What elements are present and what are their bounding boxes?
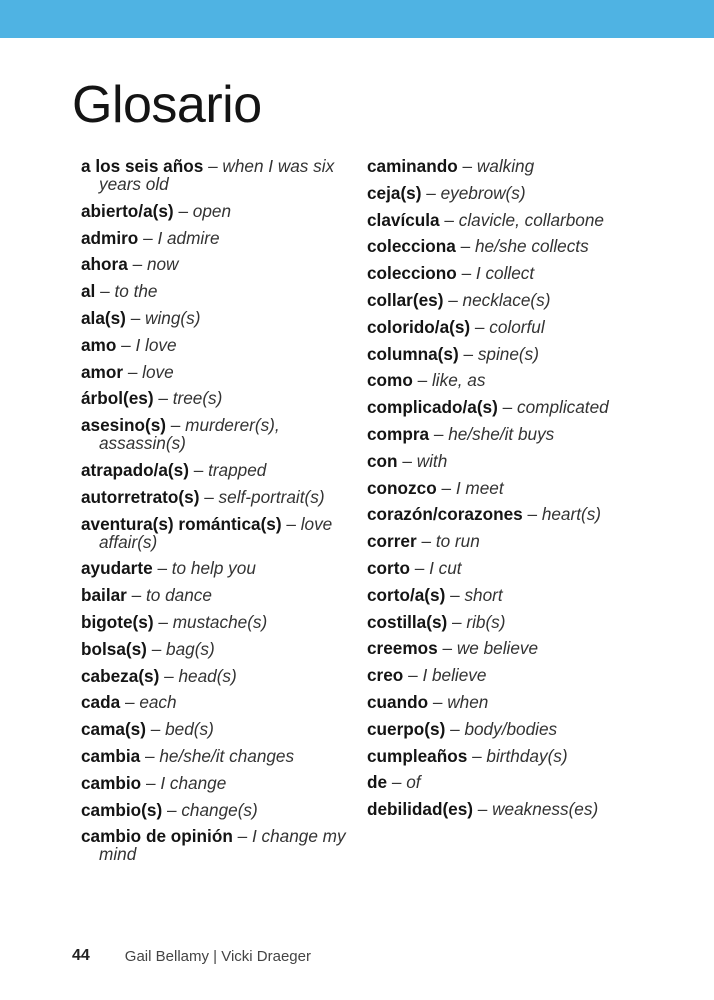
glossary-term: cambia bbox=[81, 745, 141, 766]
entry-separator: – bbox=[151, 638, 162, 659]
glossary-term: corto/a(s) bbox=[367, 584, 446, 605]
entry-separator: – bbox=[477, 799, 488, 820]
glossary-column-right bbox=[367, 157, 657, 827]
entry-separator: – bbox=[100, 281, 110, 302]
glossary-definition: I believe bbox=[422, 665, 487, 686]
glossary-entry bbox=[81, 309, 351, 327]
glossary-definition: when I was six years old bbox=[99, 156, 335, 194]
glossary-definition: to run bbox=[435, 531, 480, 552]
glossary-entry bbox=[81, 720, 351, 738]
glossary-definition: to dance bbox=[145, 585, 212, 606]
entry-separator: – bbox=[150, 719, 161, 740]
glossary-entry bbox=[367, 452, 657, 470]
glossary-term: cabeza(s) bbox=[81, 665, 160, 686]
glossary-term: creemos bbox=[367, 638, 438, 659]
glossary-definition: love bbox=[142, 361, 174, 382]
entry-separator: – bbox=[472, 745, 482, 766]
glossary-term: cuerpo(s) bbox=[367, 718, 446, 739]
entry-separator: – bbox=[426, 182, 436, 203]
glossary-definition: I change my mind bbox=[99, 826, 346, 865]
glossary-entry bbox=[367, 505, 657, 523]
page-title: Glosario bbox=[72, 76, 262, 134]
glossary-term: cuando bbox=[367, 691, 429, 712]
glossary-entry bbox=[367, 345, 657, 363]
glossary-entry bbox=[367, 291, 657, 309]
glossary-definition: to the bbox=[114, 281, 158, 302]
glossary-term: conozco bbox=[367, 477, 437, 498]
glossary-term: corazón/corazones bbox=[367, 504, 523, 525]
glossary-term: de bbox=[367, 772, 388, 793]
glossary-entry bbox=[81, 640, 351, 658]
entry-separator: – bbox=[460, 236, 471, 257]
glossary-definition: walking bbox=[476, 156, 535, 176]
glossary-term: al bbox=[81, 281, 96, 302]
glossary-definition: colorful bbox=[489, 316, 545, 337]
glossary-entry bbox=[81, 336, 351, 354]
entry-separator: – bbox=[132, 254, 143, 275]
glossary-entry bbox=[367, 666, 657, 684]
glossary-term: ayudarte bbox=[81, 558, 153, 579]
entry-separator: – bbox=[124, 692, 135, 713]
entry-separator: – bbox=[157, 558, 167, 579]
footer-authors: Gail Bellamy | Vicki Draeger bbox=[124, 947, 311, 965]
glossary-term: clavícula bbox=[367, 209, 440, 230]
glossary-term: columna(s) bbox=[367, 343, 459, 364]
glossary-entry bbox=[81, 747, 351, 765]
glossary-entry bbox=[81, 613, 351, 631]
glossary-term: abierto/a(s) bbox=[81, 200, 174, 221]
entry-separator: – bbox=[421, 531, 432, 552]
entry-separator: – bbox=[461, 263, 472, 284]
glossary-term: colorido/a(s) bbox=[367, 316, 471, 337]
glossary-definition: rib(s) bbox=[466, 611, 506, 632]
glossary-definition: body/bodies bbox=[464, 718, 558, 739]
glossary-definition: birthday(s) bbox=[486, 745, 568, 766]
entry-separator: – bbox=[450, 584, 460, 605]
glossary-definition: murderer(s), assassin(s) bbox=[99, 415, 280, 454]
glossary-entry bbox=[367, 479, 657, 497]
glossary-entry bbox=[367, 747, 657, 765]
glossary-definition: bed(s) bbox=[165, 719, 214, 740]
entry-separator: – bbox=[391, 772, 402, 793]
glossary-entry bbox=[367, 532, 657, 550]
glossary-term: cumpleaños bbox=[367, 745, 468, 766]
glossary-entry bbox=[367, 693, 657, 711]
glossary-entry bbox=[81, 693, 351, 711]
glossary-term: ahora bbox=[81, 254, 128, 275]
glossary-entry bbox=[81, 461, 351, 479]
entry-separator: – bbox=[402, 450, 412, 471]
glossary-entry bbox=[81, 389, 351, 407]
glossary-entry bbox=[367, 720, 657, 738]
top-color-band bbox=[0, 0, 714, 38]
glossary-entry bbox=[367, 398, 657, 416]
entry-separator: – bbox=[208, 156, 218, 176]
glossary-entry bbox=[367, 639, 657, 657]
glossary-entry bbox=[81, 488, 351, 506]
glossary-entry bbox=[367, 559, 657, 577]
entry-separator: – bbox=[131, 585, 142, 606]
entry-separator: – bbox=[158, 388, 168, 409]
entry-separator: – bbox=[204, 486, 214, 507]
glossary-term: costilla(s) bbox=[367, 611, 448, 632]
glossary-definition: head(s) bbox=[178, 665, 237, 686]
entry-separator: – bbox=[432, 691, 443, 712]
entry-separator: – bbox=[145, 772, 156, 793]
glossary-entry bbox=[81, 559, 351, 577]
entry-separator: – bbox=[452, 611, 462, 632]
glossary-entry bbox=[81, 827, 351, 863]
glossary-term: creo bbox=[367, 665, 404, 686]
glossary-entry bbox=[367, 425, 657, 443]
glossary-definition: I change bbox=[160, 772, 227, 793]
glossary-entry bbox=[367, 237, 657, 255]
glossary-definition: I collect bbox=[475, 263, 535, 284]
glossary-entry bbox=[367, 211, 657, 229]
glossary-entry bbox=[367, 586, 657, 604]
glossary-term: compra bbox=[367, 423, 430, 444]
entry-separator: – bbox=[121, 334, 131, 355]
entry-separator: – bbox=[145, 745, 155, 766]
glossary-entry bbox=[81, 282, 351, 300]
glossary-term: ceja(s) bbox=[367, 182, 422, 203]
glossary-term: corto bbox=[367, 557, 410, 578]
glossary-term: como bbox=[367, 370, 413, 391]
entry-separator: – bbox=[143, 227, 153, 248]
glossary-definition: when bbox=[447, 691, 489, 712]
page-number: 44 bbox=[72, 947, 90, 964]
glossary-definition: I cut bbox=[429, 557, 462, 578]
glossary-definition: clavicle, collarbone bbox=[458, 209, 604, 230]
glossary-term: cambio bbox=[81, 772, 142, 793]
glossary-term: debilidad(es) bbox=[367, 799, 474, 820]
glossary-definition: he/she collects bbox=[474, 236, 589, 257]
glossary-entry bbox=[367, 264, 657, 282]
entry-separator: – bbox=[127, 361, 138, 382]
entry-separator: – bbox=[158, 611, 168, 632]
glossary-definition: each bbox=[139, 692, 177, 713]
glossary-definition: now bbox=[146, 254, 179, 275]
entry-separator: – bbox=[527, 504, 538, 525]
glossary-entry bbox=[367, 184, 657, 202]
glossary-definition: we believe bbox=[456, 638, 539, 659]
glossary-entry bbox=[81, 801, 351, 819]
glossary-definition: eyebrow(s) bbox=[440, 182, 526, 203]
glossary-definition: mustache(s) bbox=[172, 611, 268, 632]
entry-separator: – bbox=[193, 459, 204, 480]
glossary-term: ala(s) bbox=[81, 307, 126, 328]
glossary-term: admiro bbox=[81, 227, 139, 248]
glossary-term: cambio(s) bbox=[81, 799, 163, 820]
entry-separator: – bbox=[286, 513, 296, 534]
glossary-entry bbox=[367, 800, 657, 818]
entry-separator: – bbox=[450, 718, 460, 739]
entry-separator: – bbox=[417, 370, 428, 391]
entry-separator: – bbox=[462, 156, 473, 176]
glossary-definition: like, as bbox=[431, 370, 486, 391]
glossary-definition: heart(s) bbox=[541, 504, 602, 525]
glossary-definition: wing(s) bbox=[145, 307, 201, 328]
entry-separator: – bbox=[164, 665, 174, 686]
glossary-definition: trapped bbox=[208, 459, 267, 480]
entry-separator: – bbox=[444, 209, 454, 230]
glossary-entry bbox=[81, 157, 351, 193]
entry-separator: – bbox=[414, 557, 425, 578]
glossary-entry bbox=[81, 416, 351, 452]
glossary-entry bbox=[367, 157, 657, 175]
entry-separator: – bbox=[130, 307, 141, 328]
entry-separator: – bbox=[441, 477, 452, 498]
glossary-term: caminando bbox=[367, 156, 458, 176]
entry-separator: – bbox=[502, 397, 513, 418]
entry-separator: – bbox=[474, 316, 485, 337]
entry-separator: – bbox=[170, 415, 181, 436]
glossary-definition: of bbox=[406, 772, 421, 793]
glossary-entry bbox=[81, 774, 351, 792]
glossary-entry bbox=[81, 667, 351, 685]
glossary-term: asesino(s) bbox=[81, 415, 167, 436]
glossary-term: bailar bbox=[81, 585, 127, 606]
entry-separator: – bbox=[442, 638, 453, 659]
glossary-term: cambio de opinión bbox=[81, 826, 233, 847]
glossary-term: colecciona bbox=[367, 236, 456, 257]
glossary-term: bolsa(s) bbox=[81, 638, 147, 659]
glossary-term: bigote(s) bbox=[81, 611, 154, 632]
entry-separator: – bbox=[178, 200, 188, 221]
entry-separator: – bbox=[448, 289, 458, 310]
glossary-definition: open bbox=[192, 200, 232, 221]
glossary-definition: change(s) bbox=[181, 799, 258, 820]
glossary-entry bbox=[81, 229, 351, 247]
glossary-definition: complicated bbox=[516, 397, 609, 418]
glossary-definition: necklace(s) bbox=[462, 289, 551, 310]
glossary-definition: he/she/it buys bbox=[448, 423, 555, 444]
entry-separator: – bbox=[166, 799, 177, 820]
entry-separator: – bbox=[463, 343, 474, 364]
entry-separator: – bbox=[237, 826, 248, 847]
glossary-term: colecciono bbox=[367, 263, 457, 284]
glossary-definition: I meet bbox=[455, 477, 504, 498]
glossary-entry bbox=[367, 613, 657, 631]
page-footer bbox=[72, 944, 311, 968]
glossary-definition: love affair(s) bbox=[99, 513, 333, 552]
glossary-term: atrapado/a(s) bbox=[81, 459, 189, 480]
glossary-term: correr bbox=[367, 531, 417, 552]
glossary-entry bbox=[367, 318, 657, 336]
glossary-definition: tree(s) bbox=[172, 388, 223, 409]
glossary-term: autorretrato(s) bbox=[81, 486, 200, 507]
glossary-entry bbox=[367, 773, 657, 791]
glossary-term: amor bbox=[81, 361, 124, 382]
glossary-definition: with bbox=[416, 450, 448, 471]
glossary-entry bbox=[81, 515, 351, 551]
glossary-definition: short bbox=[464, 584, 503, 605]
glossary-entry bbox=[81, 202, 351, 220]
glossary-definition: he/she/it changes bbox=[159, 745, 295, 766]
glossary-definition: bag(s) bbox=[166, 638, 215, 659]
glossary-definition: I love bbox=[135, 334, 177, 355]
glossary-term: collar(es) bbox=[367, 289, 444, 310]
glossary-definition: spine(s) bbox=[477, 343, 539, 364]
glossary-entry bbox=[81, 255, 351, 273]
glossary-term: cada bbox=[81, 692, 121, 713]
glossary-term: complicado/a(s) bbox=[367, 397, 498, 418]
glossary-term: a los seis años bbox=[81, 156, 204, 176]
glossary-term: aventura(s) romántica(s) bbox=[81, 513, 282, 534]
entry-separator: – bbox=[433, 423, 444, 444]
glossary-term: amo bbox=[81, 334, 117, 355]
glossary-definition: I admire bbox=[157, 227, 220, 248]
glossary-definition: to help you bbox=[171, 558, 256, 579]
glossary-entry bbox=[81, 363, 351, 381]
glossary-term: con bbox=[367, 450, 398, 471]
glossary-column-left bbox=[81, 157, 351, 872]
glossary-term: árbol(es) bbox=[81, 388, 154, 409]
entry-separator: – bbox=[408, 665, 418, 686]
glossary-definition: weakness(es) bbox=[492, 799, 599, 820]
glossary-term: cama(s) bbox=[81, 719, 146, 740]
glossary-entry bbox=[367, 371, 657, 389]
glossary-entry bbox=[81, 586, 351, 604]
glossary-definition: self-portrait(s) bbox=[218, 486, 325, 507]
